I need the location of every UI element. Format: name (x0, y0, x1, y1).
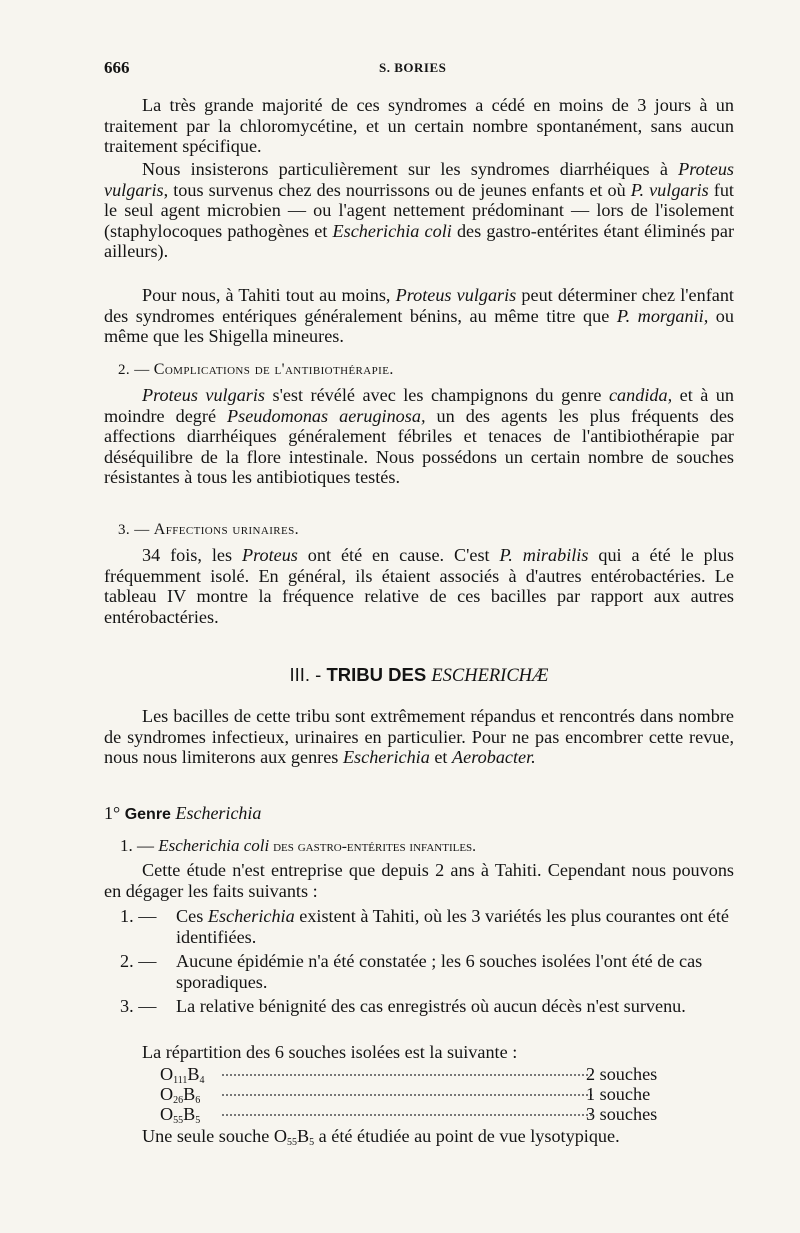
page-header (104, 58, 734, 82)
strain-row: $O_{111}B_4$ 2 souches (160, 1064, 658, 1086)
list-item: 2. — Aucune épidémie n'a été constatée ; les 6 souches isolées l'ont été de cas sporadiques. (120, 951, 703, 992)
strain-row: $O_{26}B_6$ 1 souche (160, 1084, 651, 1106)
paragraph-6: Les bacilles de cette tribu sont extrêmement répandus et rencontrés dans nombre de syndromes infectieux, urinaires en particulier. Pour ne pas encombrer cette revue, nous nous limiterons aux genres Escherichia et Aerobacter. (104, 706, 734, 767)
genre-heading: 1° Genre Escherichia (104, 803, 262, 823)
list-item: 3. — La relative bénignité des cas enregistrés où aucun décès n'est survenu. (120, 996, 686, 1016)
repartition-intro: La répartition des 6 souches isolées est la suivante : (142, 1042, 518, 1062)
subsection-heading-ecoli: 1. — Escherichia coli des gastro-entérites infantiles. (120, 836, 477, 855)
running-head: S. BORIES (379, 60, 447, 75)
paragraph-3: Pour nous, à Tahiti tout au moins, Proteus vulgaris peut déterminer chez l'enfant des syndromes entériques généralement bénins, au même titre que P. morganii, ou même que les Shigella mineures. (104, 285, 734, 346)
list-item: 1. — Ces Escherichia existent à Tahiti, où les 3 variétés les plus courantes ont été identifiées. (120, 906, 729, 947)
paragraph-4: Proteus vulgaris s'est révélé avec les champignons du genre candida, et à un moindre degré Pseudomonas aeruginosa, un des agents les plus fréquents des affections diarrhéiques généralement fébriles et tenaces de l'antibiothérapie par déséquilibre de la flore intestinale. Nous possédons un certain nombre de souches résistantes à tous les antibiotiques testés. (104, 385, 734, 487)
lysotype-sentence: Une seule souche $O_{55}B_5$ a été étudiée au point de vue lysotypique. (142, 1126, 620, 1148)
section-heading-urinaires: 3. — Affections urinaires. (118, 521, 300, 538)
page-number: 666 (104, 58, 130, 77)
paragraph-2: Nous insisterons particulièrement sur les syndromes diarrhéiques à Proteus vulgaris, tous survenus chez des nourrissons ou de jeunes enfants et où P. vulgaris fut le seul agent microbien — ou l'agent nettement prédominant — lors de l'isolement (staphylocoques pathogènes et Escherichia coli des gastro-entérites étant éliminés par ailleurs). (104, 159, 734, 261)
paragraph-7: Cette étude n'est entreprise que depuis 2 ans à Tahiti. Cependant nous pouvons en dégager les faits suivants : (104, 860, 734, 901)
section-title-tribu: III. - TRIBU DES ESCHERICHÆ (289, 664, 549, 686)
paragraph-5: 34 fois, les Proteus ont été en cause. C'est P. mirabilis qui a été le plus fréquemment isolé. En général, ils étaient associés à d'autres entérobactéries. Le tableau IV montre la fréquence relative de ces bacilles par rapport aux autres entérobactéries. (104, 545, 734, 627)
paragraph-1: La très grande majorité de ces syndromes a cédé en moins de 3 jours à un traitement par la chloromycétine, et un certain nombre spontanément, sans aucun traitement spécifique. (104, 95, 734, 156)
section-heading-complications: 2. — Complications de l'antibiothérapie. (118, 361, 394, 378)
strain-row: $O_{55}B_5$ 3 souches (160, 1104, 658, 1126)
